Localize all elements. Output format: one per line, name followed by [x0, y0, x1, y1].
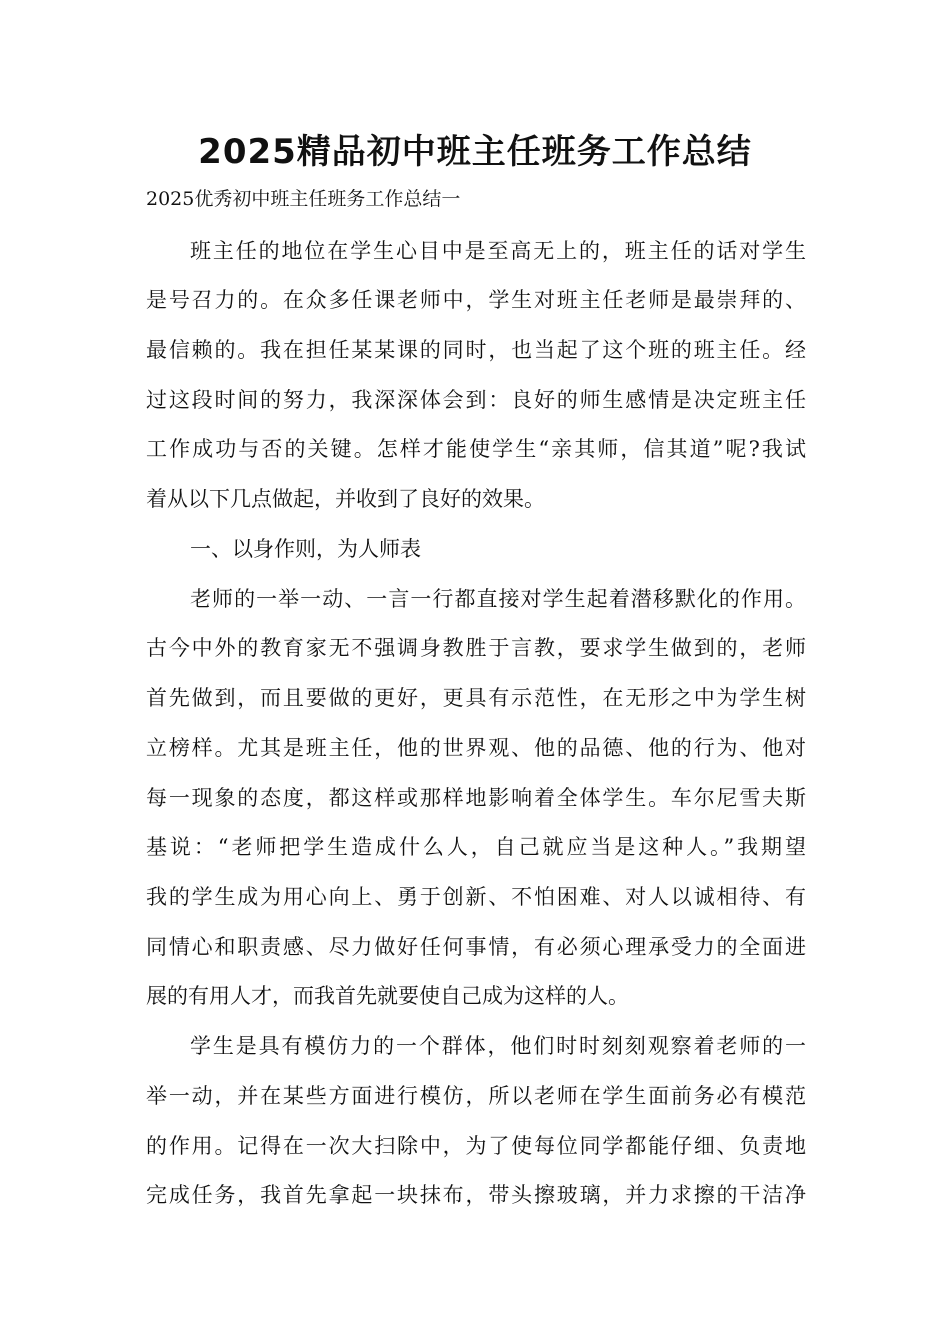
paragraph-line: 的作用。记得在一次大扫除中，为了使每位同学都能仔细、负责地 [146, 1134, 806, 1158]
paragraph-line: 老师的一举一动、一言一行都直接对学生起着潜移默化的作用。 [190, 587, 806, 611]
paragraph-line: 班主任的地位在学生心目中是至高无上的，班主任的话对学生 [190, 239, 806, 263]
paragraph-line: 最信赖的。我在担任某某课的同时，也当起了这个班的班主任。经 [146, 338, 806, 362]
paragraph-line: 工作成功与否的关键。怎样才能使学生“亲其师，信其道”呢?我试 [146, 437, 806, 461]
paragraph-line: 过这段时间的努力，我深深体会到：良好的师生感情是决定班主任 [146, 388, 806, 412]
paragraph-line: 每一现象的态度，都这样或那样地影响着全体学生。车尔尼雪夫斯 [146, 786, 806, 810]
paragraph-line: 首先做到，而且要做的更好，更具有示范性，在无形之中为学生树 [146, 686, 806, 710]
paragraph-line: 是号召力的。在众多任课老师中，学生对班主任老师是最崇拜的、 [146, 288, 806, 312]
paragraph-line: 我的学生成为用心向上、勇于创新、不怕困难、对人以诚相待、有 [146, 885, 806, 909]
paragraph-line: 学生是具有模仿力的一个群体，他们时时刻刻观察着老师的一 [190, 1034, 806, 1058]
paragraph-line: 同情心和职责感、尽力做好任何事情，有必须心理承受力的全面进 [146, 935, 806, 959]
paragraph-line: 着从以下几点做起，并收到了良好的效果。 [146, 487, 545, 511]
paragraph-line: 古今中外的教育家无不强调身教胜于言教，要求学生做到的，老师 [146, 636, 806, 660]
document-title: 2025精品初中班主任班务工作总结 [198, 132, 752, 172]
paragraph-line: 举一动，并在某些方面进行模仿，所以老师在学生面前务必有模范 [146, 1084, 806, 1108]
paragraph-line: 基说：“老师把学生造成什么人，自己就应当是这种人。”我期望 [146, 835, 806, 859]
section-heading: 一、以身作则，为人师表 [190, 537, 421, 561]
paragraph-line: 完成任务，我首先拿起一块抹布，带头擦玻璃，并力求擦的干洁净 [146, 1183, 806, 1207]
paragraph-line: 展的有用人才，而我首先就要使自己成为这样的人。 [146, 984, 629, 1008]
document-subtitle: 2025优秀初中班主任班务工作总结一 [146, 188, 461, 210]
paragraph-line: 立榜样。尤其是班主任，他的世界观、他的品德、他的行为、他对 [146, 736, 806, 760]
